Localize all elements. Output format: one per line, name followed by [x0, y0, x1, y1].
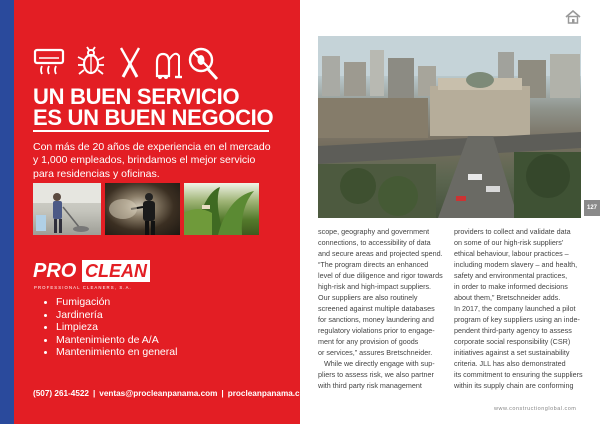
contact-email[interactable]: ventas@procleanpanama.com: [99, 389, 218, 398]
service-item: Mantenimiento de A/A: [44, 334, 177, 347]
article-line: in order to make informed decisions: [454, 282, 568, 291]
article-line: Our suppliers are also routinely: [318, 293, 418, 302]
article-line: safety and environmental practices,: [454, 271, 568, 280]
bug-icon: [76, 46, 106, 78]
article-line: providers to collect and validate data: [454, 227, 571, 236]
article-line: on some of our high-risk suppliers’: [454, 238, 564, 247]
logo-pro: PRO: [33, 260, 77, 282]
article-line: screened against multiple databases: [318, 304, 435, 313]
article-line: While we directly engage with sup-: [324, 359, 435, 368]
city-aerial-photo: [318, 36, 581, 218]
headline-line-1: UN BUEN SERVICIO: [33, 84, 240, 109]
footer-website[interactable]: www.constructionglobal.com: [494, 406, 577, 412]
article-line: corporate social responsibility (CSR): [454, 337, 571, 346]
service-item: Fumigación: [44, 296, 177, 309]
article-line: regulatory violations prior to engage-: [318, 326, 435, 335]
article-line: In 2017, the company launched a pilot: [454, 304, 576, 313]
article-line: pendent third-party agency to assess: [454, 326, 572, 335]
article-line: its commitment to ensuring the suppliers: [454, 370, 583, 379]
intro-line: para residencias y oficinas.: [33, 167, 160, 180]
article-line: connections, to accessibility of data: [318, 238, 431, 247]
service-item: Jardinería: [44, 309, 177, 322]
article-column-2: [454, 226, 584, 391]
article-line: scope, geography and government: [318, 227, 430, 236]
logo-tagline: PROFESSIONAL CLEANERS, S.A.: [34, 285, 132, 290]
gardening-photo: [184, 183, 259, 235]
headline-line-2: ES UN BUEN NEGOCIO: [33, 105, 274, 130]
hedge-shears-icon: [115, 46, 145, 80]
article-line: or services,” assures Bretschneider.: [318, 348, 433, 357]
headline-divider: [33, 130, 269, 132]
cleaning-photo: [33, 183, 101, 235]
advert-contact: (507) 261-4522 | ventas@procleanpanama.com | procleanpanama.com: [33, 389, 312, 398]
article-line: high-risk and high-impact suppliers.: [318, 282, 432, 291]
intro-line: Con más de 20 años de experiencia en el mercado: [33, 141, 271, 153]
article-line: including modern slavery – and health,: [454, 260, 578, 269]
logo-clean: CLEAN: [82, 260, 150, 282]
article-line: with third party risk management: [318, 381, 422, 390]
article-column-1: [318, 226, 448, 391]
service-item: Mantenimiento en general: [44, 346, 177, 359]
article-line: within its supply chain are conforming: [454, 381, 574, 390]
article-line: for sanctions, money laundering and: [318, 315, 434, 324]
page-number-tab: 127: [584, 200, 600, 216]
article-line: pliers to assess risk, we also partner: [318, 370, 434, 379]
vacuum-cleaner-icon: [153, 46, 183, 80]
service-item: Limpieza: [44, 321, 177, 334]
contact-phone: (507) 261-4522: [33, 389, 89, 398]
article-line: and secure areas and projected spend.: [318, 249, 443, 258]
proclean-logo: [33, 258, 153, 294]
home-icon[interactable]: [565, 10, 581, 24]
article-line: criteria. JLL has also demonstrated: [454, 359, 566, 368]
air-conditioner-icon: [33, 46, 67, 78]
service-icons-row: [33, 46, 233, 80]
article-line: ment for any provision of goods: [318, 337, 419, 346]
article-line: about them,” Bretschneider adds.: [454, 293, 561, 302]
fumigation-photo: [105, 183, 180, 235]
advert-intro: [33, 141, 273, 181]
article-line: program of key suppliers using an inde-: [454, 315, 580, 324]
contact-website[interactable]: procleanpanama.com: [227, 389, 312, 398]
article-line: “The program directs an enhanced: [318, 260, 429, 269]
advert-blue-bar: [0, 0, 14, 424]
services-list: [44, 296, 177, 359]
article-line: level of due diligence and rigor towards: [318, 271, 443, 280]
advert-headline: [33, 86, 293, 128]
intro-line: y 1,000 empleados, brindamos el mejor servicio: [33, 154, 256, 167]
article-line: initiatives against a set sustainability: [454, 348, 570, 357]
no-pests-icon: [187, 46, 219, 80]
article-line: ethical behaviour, labour practices –: [454, 249, 569, 258]
